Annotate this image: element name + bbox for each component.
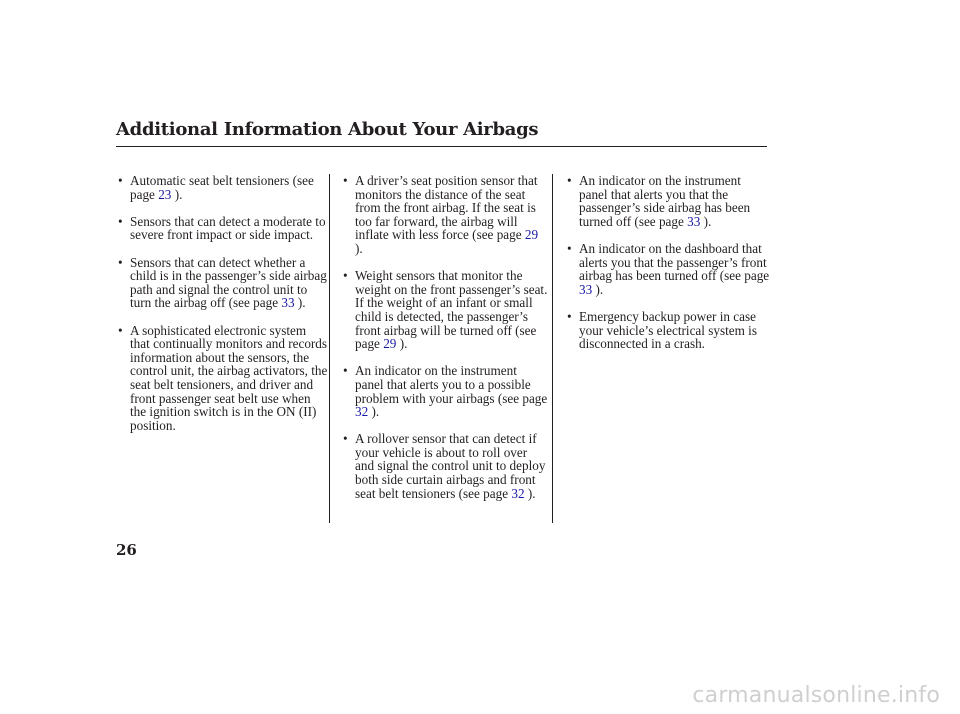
item-text-end: ). bbox=[294, 295, 306, 311]
list-item bbox=[118, 174, 328, 201]
list-item bbox=[343, 269, 548, 351]
bullet: • bbox=[343, 363, 348, 379]
item-text-end: ). bbox=[524, 485, 536, 501]
list-item bbox=[343, 174, 548, 256]
item-text: Emergency backup power in case your vehicle’s electrical system is disconnected in a crash. bbox=[579, 308, 757, 352]
page-link-23[interactable]: 23 bbox=[158, 186, 172, 202]
list-item bbox=[567, 310, 772, 351]
item-text-end: ). bbox=[368, 404, 380, 420]
column-1 bbox=[118, 174, 328, 446]
list-item bbox=[343, 432, 548, 500]
item-text-end: ). bbox=[355, 240, 363, 256]
item-text: Sensors that can detect whether a child is in the passenger’s side airbag path and signal the control unit to turn the airbag off (see page bbox=[130, 254, 327, 311]
bullet: • bbox=[118, 213, 123, 229]
item-text: A rollover sensor that can detect if your vehicle is about to roll over and signal the control unit to deploy both side curtain airbags and front seat belt tensioners (see page bbox=[355, 431, 546, 501]
list-item bbox=[118, 256, 328, 310]
list-item bbox=[567, 242, 772, 296]
page-link-32[interactable]: 32 bbox=[355, 404, 369, 420]
bullet: • bbox=[118, 173, 123, 188]
item-text: An indicator on the instrument panel that alerts you that the passenger’s side airbag has been turned off (see page bbox=[579, 173, 751, 229]
item-text: Weight sensors that monitor the weight on the front passenger’s seat. If the weight of an infant or small child is detected, the passenger’s front airbag will be turned off (see page bbox=[355, 268, 548, 352]
bullet: • bbox=[343, 268, 348, 284]
column-3 bbox=[567, 174, 772, 364]
list-item bbox=[118, 324, 328, 433]
item-text-end: ). bbox=[396, 336, 408, 352]
bullet: • bbox=[567, 240, 572, 256]
item-text: An indicator on the dashboard that alerts you that the passenger’s front airbag has been turned off (see page bbox=[579, 240, 770, 284]
page-link-29[interactable]: 29 bbox=[383, 336, 397, 352]
page-link-33[interactable]: 33 bbox=[687, 213, 701, 229]
column-divider bbox=[552, 174, 553, 523]
list-item bbox=[118, 215, 328, 242]
item-text: An indicator on the instrument panel that alerts you to a possible problem with your airbags (see page bbox=[355, 363, 548, 406]
item-text: Sensors that can detect a moderate to severe front impact or side impact. bbox=[130, 213, 326, 243]
bullet: • bbox=[567, 308, 572, 324]
column-2 bbox=[343, 174, 548, 514]
column-divider bbox=[329, 174, 330, 523]
page-link-33[interactable]: 33 bbox=[281, 295, 295, 311]
bullet: • bbox=[343, 173, 348, 188]
list-item bbox=[567, 174, 772, 228]
title-divider bbox=[116, 146, 767, 147]
bullet: • bbox=[118, 254, 123, 270]
item-text-end: ). bbox=[171, 186, 183, 202]
page-link-33[interactable]: 33 bbox=[579, 281, 593, 297]
bullet: • bbox=[343, 431, 348, 447]
page-number: 26 bbox=[116, 541, 137, 559]
item-text-end: ). bbox=[592, 281, 604, 297]
bullet: • bbox=[567, 173, 572, 188]
item-text-end: ). bbox=[700, 213, 712, 229]
item-text: A driver’s seat position sensor that monitors the distance of the seat from the front airbag. If the seat is too far forward, the airbag will inflate with less force (see page bbox=[355, 173, 538, 243]
page-link-29[interactable]: 29 bbox=[524, 227, 539, 243]
watermark: carmanualsonline.info bbox=[692, 683, 940, 708]
page-title: Additional Information About Your Airbags bbox=[116, 119, 539, 140]
list-item bbox=[343, 364, 548, 418]
item-text: A sophisticated electronic system that continually monitors and records information about the sensors, the control unit, the airbag activators, the seat belt tensioners, and driver and front passenger seat belt use when the ignition switch is in the ON (II) position. bbox=[130, 322, 328, 433]
item-text: Automatic seat belt tensioners (see page bbox=[130, 173, 314, 202]
page-link-32[interactable]: 32 bbox=[511, 485, 525, 501]
bullet: • bbox=[118, 322, 123, 338]
